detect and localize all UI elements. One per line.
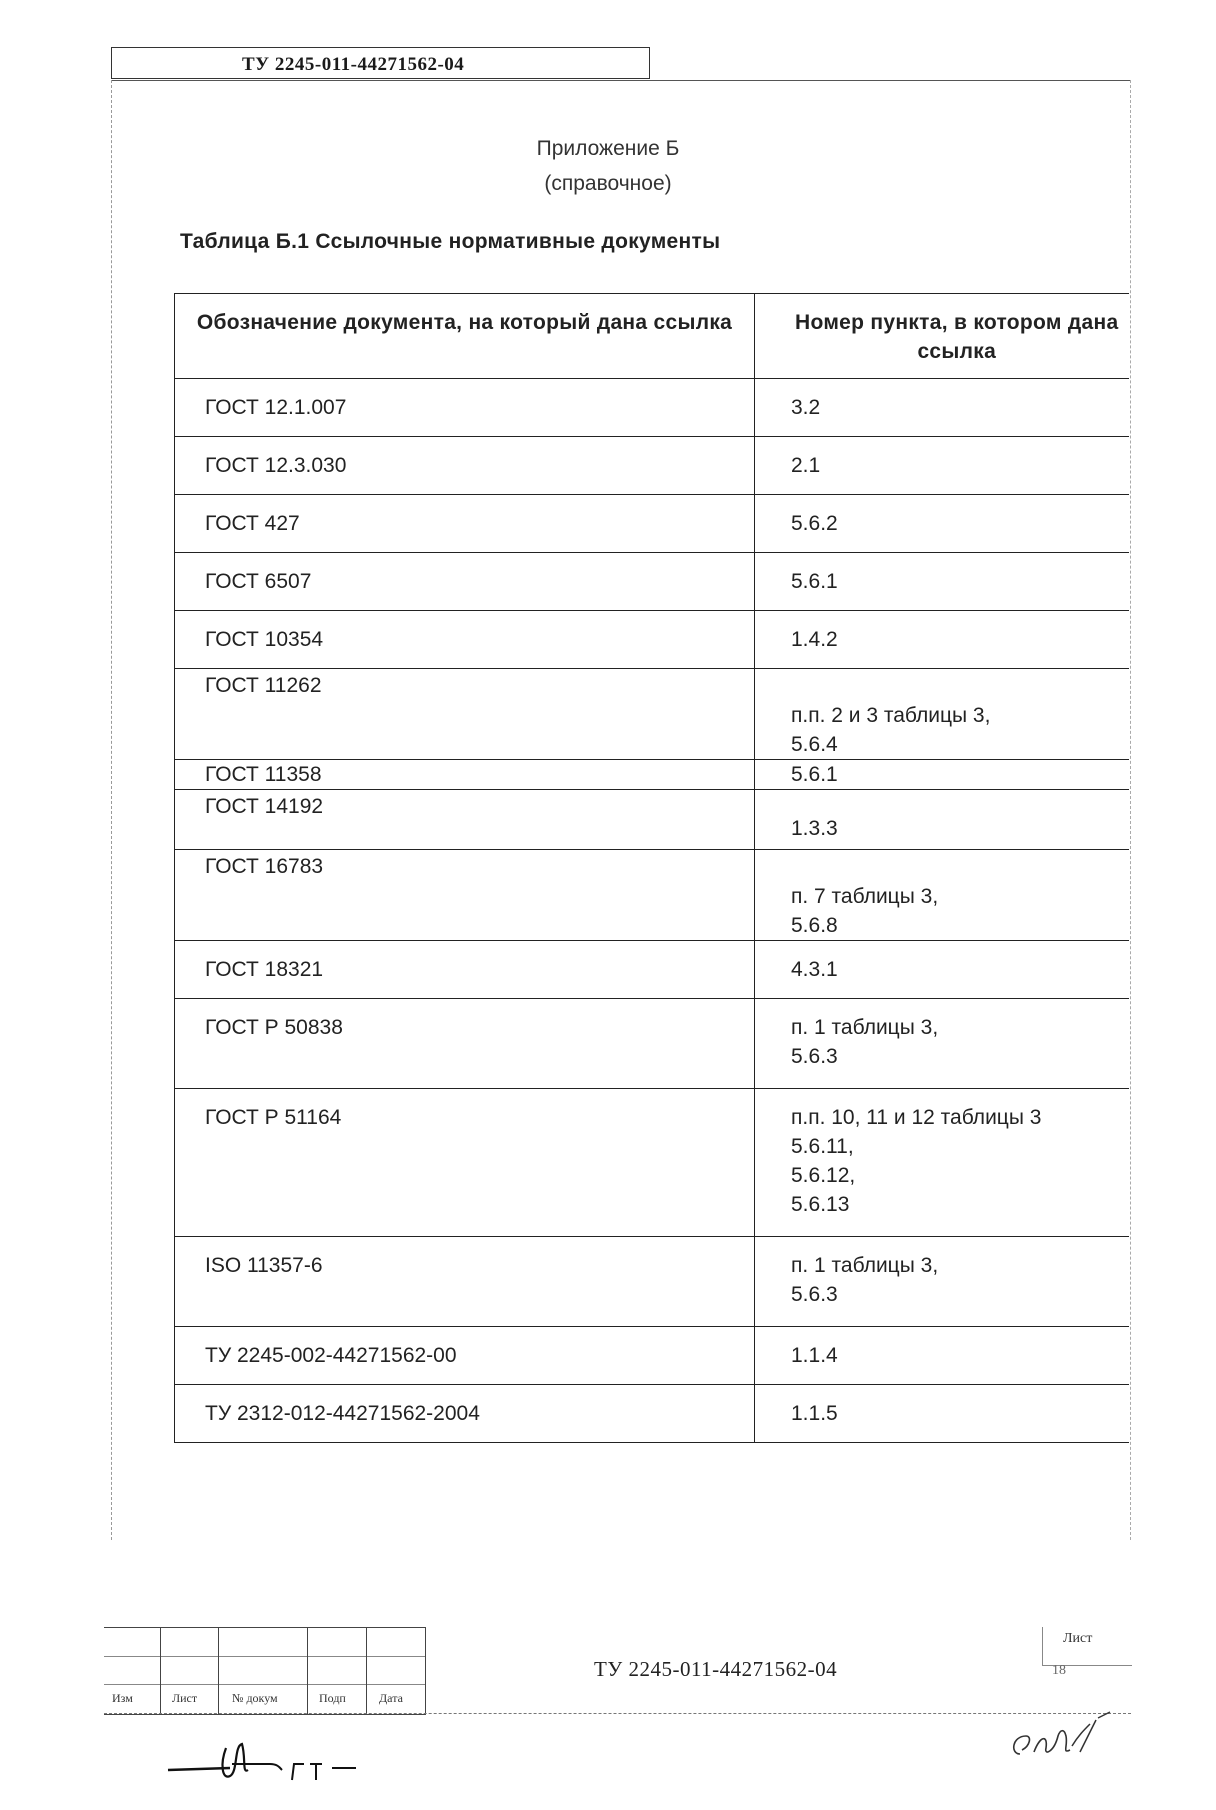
cell-clauses [755, 941, 1129, 999]
table-row [175, 850, 1129, 941]
cell-document: ГОСТ 12.1.007 [175, 379, 755, 437]
reference-documents-table [174, 293, 1129, 1443]
clause-line: 2.1 [791, 454, 821, 477]
table-row [175, 1385, 1129, 1443]
clause-line: 5.6.1 [791, 763, 838, 786]
clause-line: п. 1 таблицы 3, [791, 1254, 939, 1277]
header-doc-code: ТУ 2245-011-44271562-04 [242, 54, 465, 75]
cell-document: ГОСТ 12.3.030 [175, 437, 755, 495]
cell-document: ГОСТ 18321 [175, 941, 755, 999]
clause-line: 1.4.2 [791, 628, 838, 651]
clause-line: 5.6.4 [791, 733, 838, 756]
cell-clauses [755, 850, 1129, 941]
stamp-label-date: Дата [379, 1691, 403, 1705]
clause-line: 1.3.3 [791, 817, 838, 840]
title-block [104, 1627, 1131, 1713]
clause-line: п.п. 2 и 3 таблицы 3, [791, 704, 991, 727]
clause-line: 3.2 [791, 396, 821, 419]
cell-document: ТУ 2245-002-44271562-00 [175, 1327, 755, 1385]
cell-document: ГОСТ Р 50838 [175, 999, 755, 1089]
clause-line: 5.6.13 [791, 1193, 850, 1216]
cell-clauses [755, 760, 1129, 790]
stamp-label-sheet: Лист [172, 1691, 198, 1705]
frame-top-line [111, 80, 1130, 81]
appendix-title: Приложение Б [536, 137, 680, 160]
table-row [175, 553, 1129, 611]
table-row [175, 941, 1129, 999]
header-stamp [111, 47, 650, 79]
table-row [175, 669, 1129, 760]
frame-left-line [111, 80, 112, 1540]
table-row [175, 1327, 1129, 1385]
clause-line: п. 1 таблицы 3, [791, 1016, 939, 1039]
cell-clauses [755, 495, 1129, 553]
frame-right-line [1130, 80, 1131, 1540]
cell-clauses [755, 1327, 1129, 1385]
cell-clauses [755, 1385, 1129, 1443]
cell-clauses [755, 1237, 1129, 1327]
cell-clauses [755, 437, 1129, 495]
table-row [175, 1089, 1129, 1237]
cell-clauses [755, 611, 1129, 669]
cell-clauses [755, 669, 1129, 760]
table-row [175, 1237, 1129, 1327]
title-block-doc-code: ТУ 2245-011-44271562-04 [594, 1657, 838, 1681]
stamp-label-doc-number: № докум [232, 1691, 278, 1705]
table-row [175, 611, 1129, 669]
signature-left [160, 1728, 400, 1788]
column-header-document: Обозначение документа, на который дана ссылка [175, 294, 755, 379]
clause-line: 4.3.1 [791, 958, 838, 981]
title-block-bottom-line [104, 1713, 1131, 1714]
clause-line: 5.6.8 [791, 914, 838, 937]
cell-clauses [755, 379, 1129, 437]
clause-line: п. 7 таблицы 3, [791, 885, 939, 908]
table-row [175, 790, 1129, 850]
table-row [175, 999, 1129, 1089]
cell-clauses [755, 790, 1129, 850]
cell-document: ТУ 2312-012-44271562-2004 [175, 1385, 755, 1443]
cell-document: ISO 11357-6 [175, 1237, 755, 1327]
clause-line: 1.1.4 [791, 1344, 838, 1367]
clause-line: п.п. 10, 11 и 12 таблицы 3 [791, 1106, 1042, 1129]
appendix-subtitle: (справочное) [544, 172, 672, 195]
cell-document: ГОСТ Р 51164 [175, 1089, 755, 1237]
signature-right [1000, 1706, 1120, 1776]
clause-line: 1.1.5 [791, 1402, 838, 1425]
cell-clauses [755, 999, 1129, 1089]
table-row [175, 437, 1129, 495]
table-row [175, 379, 1129, 437]
column-header-clause: Номер пункта, в котором дана ссылка [755, 294, 1129, 379]
stamp-label-signature: Подп [319, 1691, 346, 1705]
clause-line: 5.6.11, [791, 1135, 854, 1158]
table-row [175, 495, 1129, 553]
cell-document: ГОСТ 427 [175, 495, 755, 553]
clause-line: 5.6.3 [791, 1283, 838, 1306]
cell-document: ГОСТ 14192 [175, 790, 755, 850]
sheet-label: Лист [1063, 1631, 1093, 1646]
clause-line: 5.6.12, [791, 1164, 856, 1187]
clause-line: 5.6.2 [791, 512, 838, 535]
table-caption: Таблица Б.1 Ссылочные нормативные документы [180, 230, 721, 253]
sheet-box [1042, 1627, 1132, 1666]
cell-document: ГОСТ 10354 [175, 611, 755, 669]
table-header-row [175, 294, 1129, 379]
cell-document: ГОСТ 16783 [175, 850, 755, 941]
clause-line: 5.6.1 [791, 570, 838, 593]
table-row [175, 760, 1129, 790]
sheet-number: 18 [1052, 1663, 1066, 1678]
cell-clauses [755, 553, 1129, 611]
cell-document: ГОСТ 6507 [175, 553, 755, 611]
cell-document: ГОСТ 11358 [175, 760, 755, 790]
stamp-label-change: Изм [112, 1691, 133, 1705]
cell-document: ГОСТ 11262 [175, 669, 755, 760]
clause-line: 5.6.3 [791, 1045, 838, 1068]
cell-clauses [755, 1089, 1129, 1237]
